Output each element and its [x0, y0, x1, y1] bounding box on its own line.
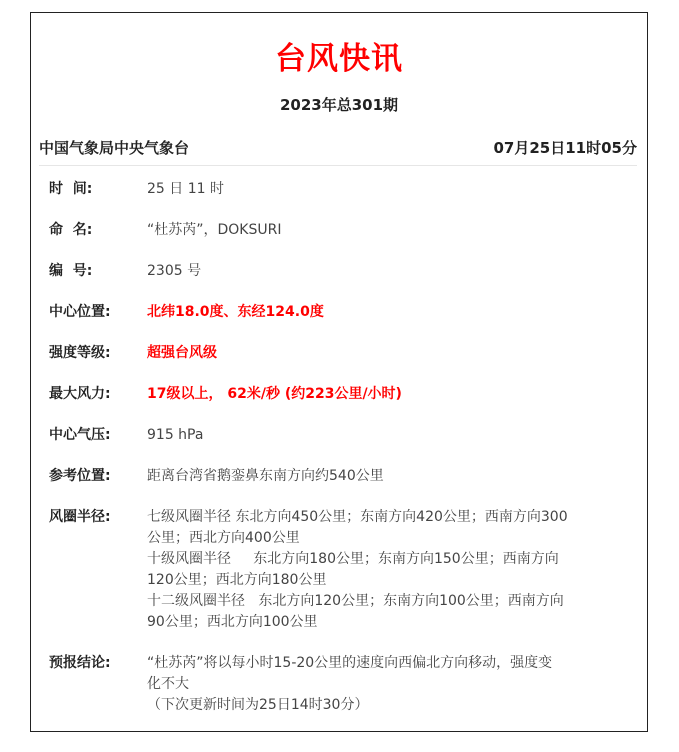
wind-radius-line: 十二级风圈半径 东北方向120公里；东南方向100公里；西南方向 — [147, 593, 564, 609]
forecast-line: （下次更新时间为25日14时30分） — [147, 697, 369, 713]
forecast-line: “杜苏芮”将以每小时15-20公里的速度向西偏北方向移动，强度变 — [147, 655, 553, 671]
bulletin-frame — [30, 12, 648, 732]
issuing-agency: 中国气象局中央气象台 — [39, 139, 190, 157]
center-position-value: 北纬18.0度、东经124.0度 — [147, 304, 324, 320]
intensity-level-label: 强度等级: — [49, 345, 111, 361]
forecast-value — [147, 653, 633, 716]
time-label: 时 间: — [49, 181, 93, 197]
number-label: 编 号: — [49, 263, 93, 279]
name-label: 命 名: — [49, 222, 93, 238]
forecast-label: 预报结论: — [49, 655, 111, 671]
wind-radius-value — [147, 507, 633, 633]
center-pressure-value: 915 hPa — [147, 427, 204, 443]
bulletin-title: 台风快讯 — [275, 41, 403, 77]
center-position-label: 中心位置: — [49, 304, 111, 320]
wind-radius-line: 十级风圈半径 东北方向180公里；东南方向150公里；西南方向 — [147, 551, 559, 567]
wind-radius-label: 风圈半径: — [49, 509, 111, 525]
header-divider — [39, 165, 637, 166]
issue-datetime: 07月25日11时05分 — [493, 139, 637, 157]
forecast-line: 化不大 — [147, 676, 189, 692]
number-value: 2305 号 — [147, 263, 202, 279]
max-wind-value: 17级以上， 62米/秒 (约223公里/小时) — [147, 386, 402, 402]
name-value: “杜苏芮”，DOKSURI — [147, 222, 282, 238]
max-wind-label: 最大风力: — [49, 386, 111, 402]
center-pressure-label: 中心气压: — [49, 427, 111, 443]
issue-number: 2023年总301期 — [279, 96, 399, 114]
wind-radius-line: 120公里；西北方向180公里 — [147, 572, 327, 588]
wind-radius-line: 公里；西北方向400公里 — [147, 530, 300, 546]
reference-position-value: 距离台湾省鹅銮鼻东南方向约540公里 — [147, 468, 384, 484]
intensity-level-value: 超强台风级 — [147, 345, 217, 361]
time-value: 25 日 11 时 — [147, 181, 224, 197]
wind-radius-line: 90公里；西北方向100公里 — [147, 614, 318, 630]
wind-radius-line: 七级风圈半径 东北方向450公里；东南方向420公里；西南方向300 — [147, 509, 568, 525]
reference-position-label: 参考位置: — [49, 468, 111, 484]
